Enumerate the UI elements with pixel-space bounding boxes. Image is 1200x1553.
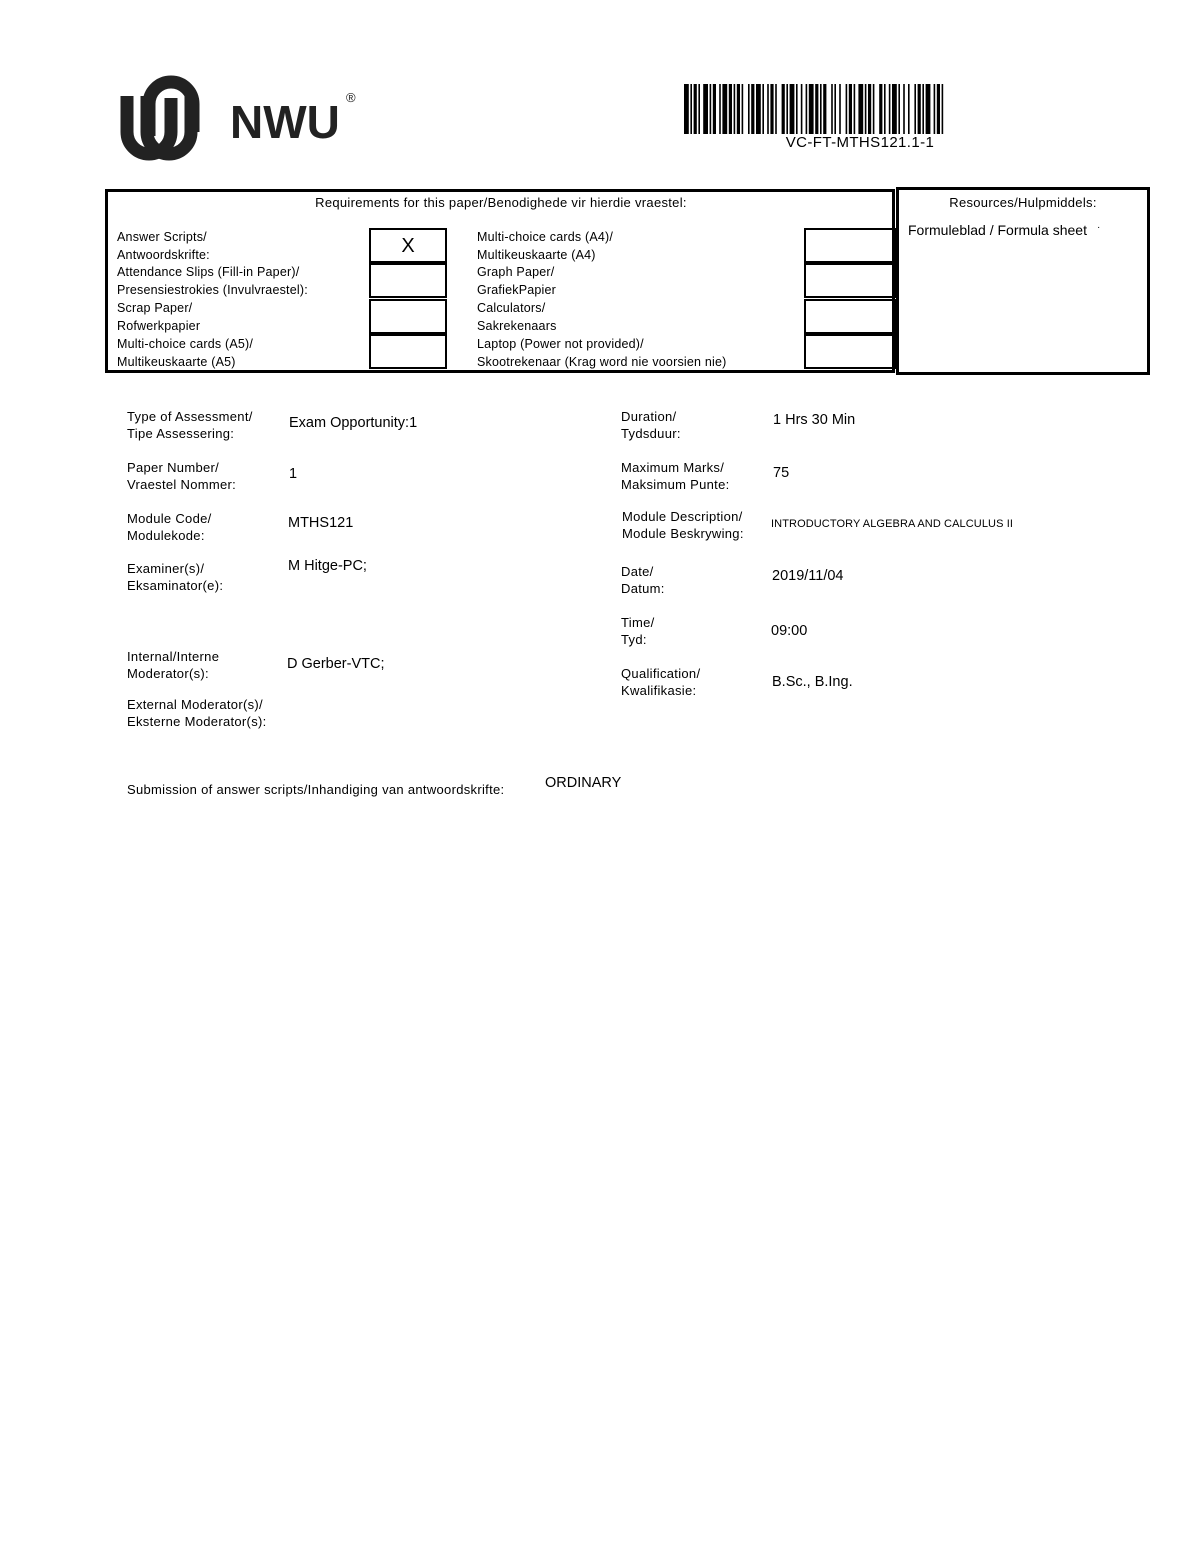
type-of-assessment-label: Type of Assessment/ Tipe Assessering: xyxy=(127,409,253,441)
barcode-bar xyxy=(737,84,740,134)
registered-mark: ® xyxy=(346,90,356,105)
barcode-bar xyxy=(770,84,773,134)
barcode-bar xyxy=(834,84,836,134)
req-left-item: Scrap Paper/ Rofwerkpapier xyxy=(117,301,201,333)
max-marks-value: 75 xyxy=(773,465,790,481)
graph-paper-checkbox[interactable] xyxy=(804,263,896,298)
type-of-assessment-value: Exam Opportunity:1 xyxy=(289,415,418,431)
barcode-bar xyxy=(748,84,750,134)
barcode-bar xyxy=(937,84,940,134)
barcode-bar xyxy=(775,84,777,134)
barcode-bar xyxy=(873,84,875,134)
requirements-title: Requirements for this paper/Benodighede vir hierdie vraestel: xyxy=(315,195,687,210)
barcode-bar xyxy=(922,84,924,134)
scrap-paper-checkbox[interactable] xyxy=(369,299,447,334)
barcode-bar xyxy=(908,84,910,134)
attendance-slips-checkbox[interactable] xyxy=(369,263,447,298)
answer-scripts-checkbox[interactable]: X xyxy=(369,228,447,263)
barcode-bar xyxy=(884,84,886,134)
barcode-bar xyxy=(889,84,891,134)
barcode-bar xyxy=(823,84,826,134)
examiner-label: Examiner(s)/ Eksaminator(e): xyxy=(127,561,224,593)
duration-label: Duration/ Tydsduur: xyxy=(621,409,681,441)
resources-item-mark: · xyxy=(1096,222,1101,233)
barcode-bar xyxy=(756,84,761,134)
mc-cards-a4-checkbox[interactable] xyxy=(804,228,896,263)
resources-title: Resources/Hulpmiddels: xyxy=(949,195,1097,210)
barcode-bar xyxy=(934,84,936,134)
barcode-bar xyxy=(918,84,921,134)
barcode-bar xyxy=(767,84,769,134)
barcode-bar xyxy=(942,84,944,134)
nwu-logo-mark xyxy=(127,82,193,154)
barcode xyxy=(684,84,1036,134)
duration-value: 1 Hrs 30 Min xyxy=(773,412,856,428)
req-left-item: Attendance Slips (Fill-in Paper)/ Presensiestrokies (Invulvraestel): xyxy=(117,265,308,297)
laptop-checkbox[interactable] xyxy=(804,334,896,369)
barcode-bar xyxy=(839,84,841,134)
barcode-bar xyxy=(806,84,808,134)
barcode-bar xyxy=(684,84,689,134)
barcode-bar xyxy=(831,84,833,134)
barcode-bar xyxy=(926,84,931,134)
barcode-bar xyxy=(801,84,803,134)
barcode-bar xyxy=(703,84,708,134)
barcode-bar xyxy=(865,84,867,134)
req-left-item: Multi-choice cards (A5)/ Multikeuskaarte (A5) xyxy=(117,337,254,369)
calculators-checkbox[interactable] xyxy=(804,299,896,334)
time-value: 09:00 xyxy=(771,623,808,639)
barcode-bar xyxy=(809,84,814,134)
module-code-value: MTHS121 xyxy=(288,515,354,531)
date-label: Date/ Datum: xyxy=(621,564,665,596)
req-right-item: Graph Paper/ GrafiekPapier xyxy=(477,265,557,297)
barcode-bar xyxy=(854,84,856,134)
barcode-bar xyxy=(903,84,905,134)
barcode-bar xyxy=(782,84,785,134)
resources-box xyxy=(896,187,1150,375)
barcode-bar xyxy=(690,84,692,134)
qualification-value: B.Sc., B.Ing. xyxy=(772,674,853,690)
barcode-bar xyxy=(846,84,848,134)
barcode-bar xyxy=(762,84,764,134)
barcode-bar xyxy=(879,84,882,134)
barcode-bar xyxy=(858,84,863,134)
barcode-bar xyxy=(849,84,852,134)
barcode-bar xyxy=(751,84,754,134)
internal-moderator-value: D Gerber-VTC; xyxy=(287,656,385,672)
barcode-bar xyxy=(898,84,900,134)
barcode-bar xyxy=(786,84,788,134)
module-description-value: INTRODUCTORY ALGEBRA AND CALCULUS II xyxy=(771,518,1014,530)
barcode-bar xyxy=(710,84,712,134)
qualification-label: Qualification/ Kwalifikasie: xyxy=(621,666,701,698)
logo-text: NWU xyxy=(230,96,340,148)
barcode-bar xyxy=(815,84,818,134)
mc-cards-a5-checkbox[interactable] xyxy=(369,334,447,369)
barcode-bar xyxy=(820,84,822,134)
barcode-bar xyxy=(698,84,700,134)
examiner-value: M Hitge-PC; xyxy=(288,558,367,574)
barcode-bar xyxy=(796,84,798,134)
barcode-bar xyxy=(742,84,744,134)
barcode-bar xyxy=(892,84,897,134)
resources-item: Formuleblad / Formula sheet · xyxy=(908,222,1101,238)
external-moderator-label: External Moderator(s)/ Eksterne Moderator(s): xyxy=(127,697,267,729)
barcode-bar xyxy=(722,84,727,134)
nwu-logo xyxy=(118,66,368,170)
module-description-label: Module Description/ Module Beskrywing: xyxy=(622,509,744,541)
barcode-bar xyxy=(914,84,916,134)
req-right-item: Calculators/ Sakrekenaars xyxy=(477,301,557,333)
barcode-bar xyxy=(734,84,736,134)
barcode-bar xyxy=(694,84,697,134)
submission-label: Submission of answer scripts/Inhandiging van antwoordskrifte: xyxy=(127,782,505,797)
req-right-item: Multi-choice cards (A4)/ Multikeuskaarte (A4) xyxy=(477,230,614,262)
internal-moderator-label: Internal/Interne Moderator(s): xyxy=(127,649,220,681)
barcode-bar xyxy=(719,84,721,134)
barcode-bar xyxy=(790,84,795,134)
req-left-item: Answer Scripts/ Antwoordskrifte: xyxy=(117,230,210,262)
barcode-bar xyxy=(713,84,716,134)
paper-number-value: 1 xyxy=(289,466,298,482)
date-value: 2019/11/04 xyxy=(772,568,844,584)
barcode-bar xyxy=(868,84,871,134)
time-label: Time/ Tyd: xyxy=(621,615,655,647)
paper-number-label: Paper Number/ Vraestel Nommer: xyxy=(127,460,237,492)
module-code-label: Module Code/ Modulekode: xyxy=(127,511,212,543)
submission-value: ORDINARY xyxy=(545,775,622,791)
max-marks-label: Maximum Marks/ Maksimum Punte: xyxy=(621,460,730,492)
req-right-item: Laptop (Power not provided)/ Skootrekenaar (Krag word nie voorsien nie) xyxy=(477,337,727,369)
barcode-code: VC-FT-MTHS121.1-1 xyxy=(785,134,935,151)
barcode-bar xyxy=(729,84,732,134)
